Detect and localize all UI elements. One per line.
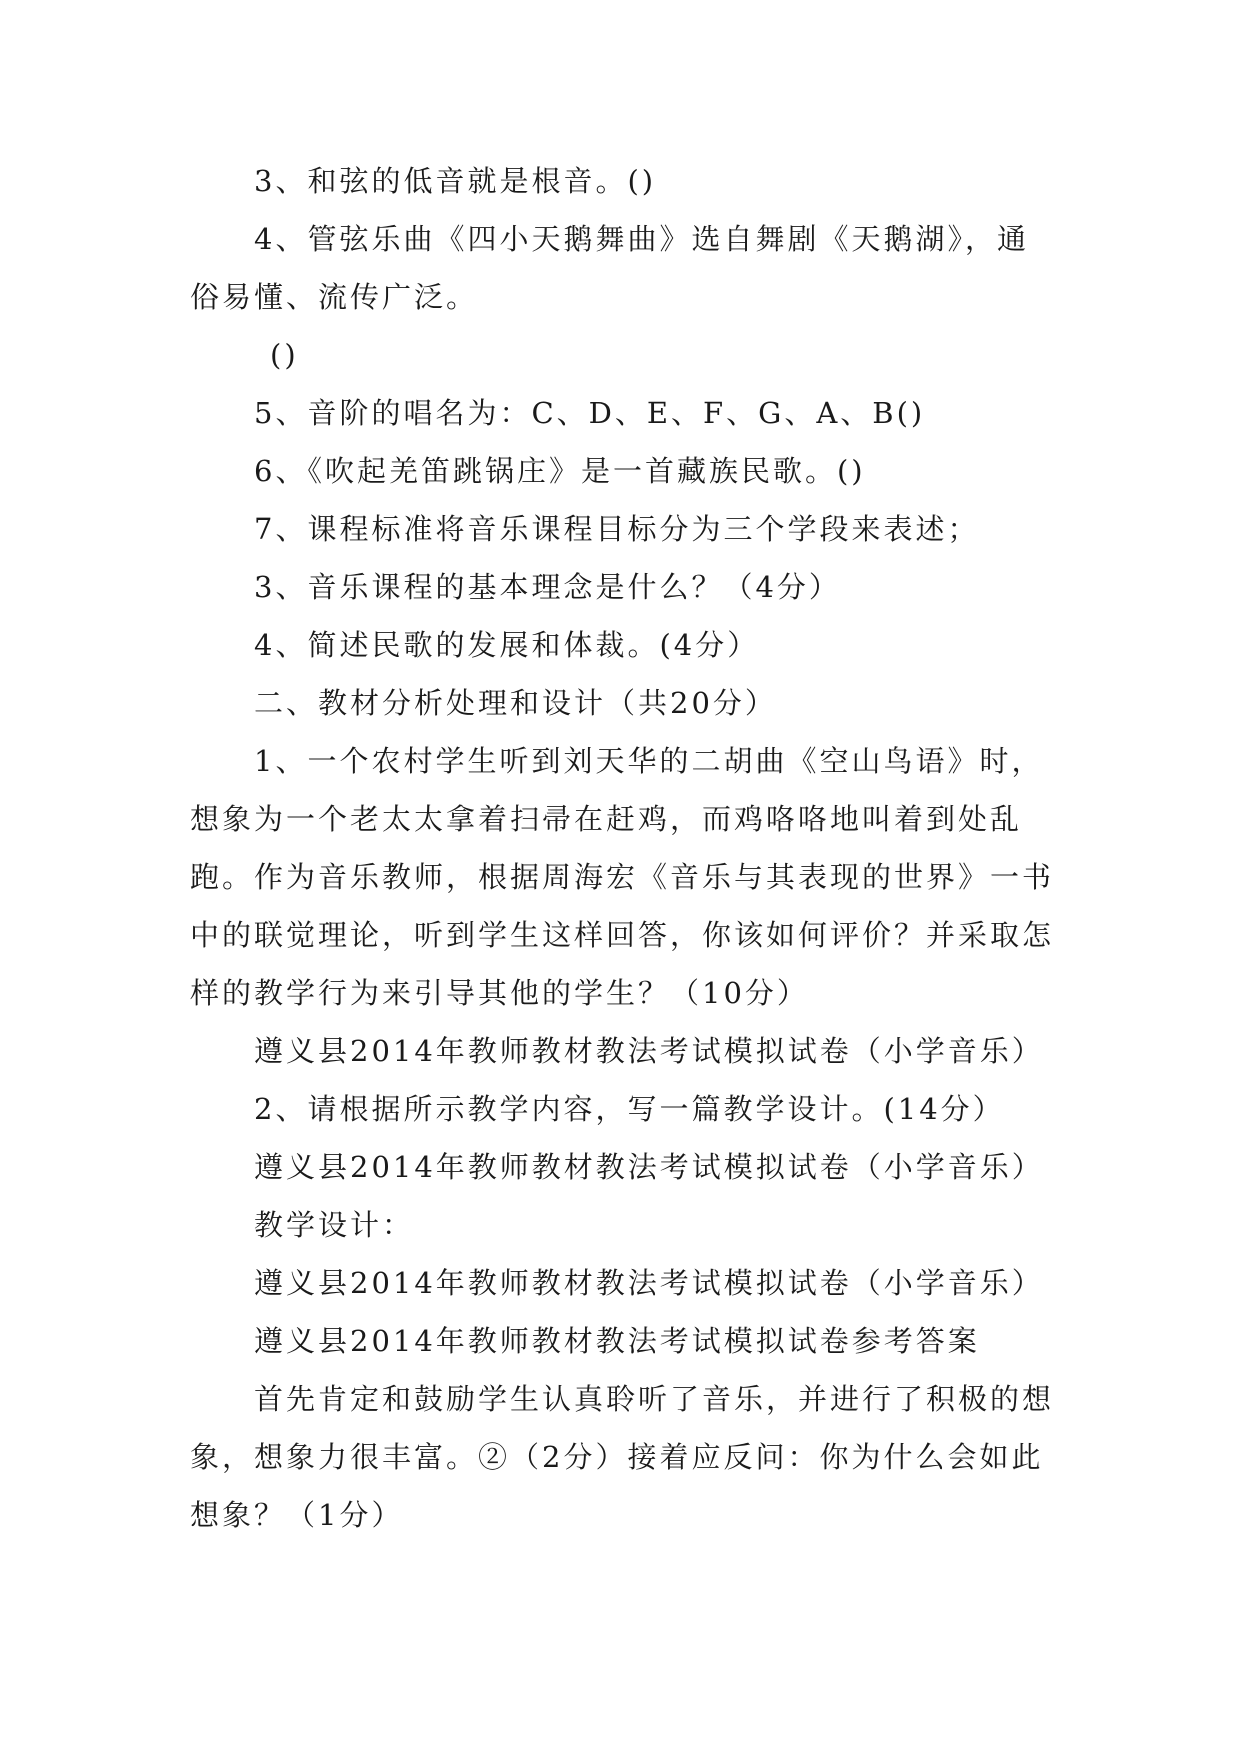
paragraph-question-4: 4、简述民歌的发展和体裁。(4分） [254,628,760,662]
paragraph-analysis-question-1: 1、一个农村学生听到刘天华的二胡曲《空山鸟语》时，想象为一个老太太拿着扫帚在赶鸡，而鸡咯咯地叫着到处乱跑。作为音乐教师，根据周海宏《音乐与其表现的世界》一书中的联觉理论，听到学生这样回答，你该如何评价？并采取怎样的教学行为来引导其他的学生？（10分） [190,744,1055,1010]
paragraph-analysis-question-2: 2、请根据所示教学内容，写一篇教学设计。(14分） [254,1092,1005,1126]
paragraph-true-false-4: 4、管弦乐曲《四小天鹅舞曲》选自舞剧《天鹅湖》，通俗易懂、流传广泛。 [190,222,1029,314]
paragraph-answer-key-title: 遵义县2014年教师教材教法考试模拟试卷参考答案 [254,1324,980,1358]
paragraph-true-false-6: 6、《吹起羌笛跳锅庄》是一首藏族民歌。() [254,454,866,488]
paragraph-true-false-5: 5、音阶的唱名为：C、D、E、F、G、A、B() [254,396,926,430]
paragraph-answer-blank: () [270,338,299,372]
paragraph-question-3: 3、音乐课程的基本理念是什么？（4分） [254,570,841,604]
paragraph-exam-title-3: 遵义县2014年教师教材教法考试模拟试卷（小学音乐） [254,1266,1044,1300]
paragraph-true-false-3: 3、和弦的低音就是根音。() [254,164,657,198]
paragraph-exam-title-2: 遵义县2014年教师教材教法考试模拟试卷（小学音乐） [254,1150,1044,1184]
paragraph-teaching-design: 教学设计： [254,1208,415,1242]
document-body [190,152,1060,1544]
paragraph-answer-text: 首先肯定和鼓励学生认真聆听了音乐，并进行了积极的想象，想象力很丰富。②（2分）接着应反问：你为什么会如此想象？（1分） [190,1382,1055,1532]
paragraph-exam-title-1: 遵义县2014年教师教材教法考试模拟试卷（小学音乐） [254,1034,1044,1068]
section-heading-2: 二、教材分析处理和设计（共20分） [254,686,777,720]
paragraph-true-false-7: 7、课程标准将音乐课程目标分为三个学段来表述； [254,512,980,546]
